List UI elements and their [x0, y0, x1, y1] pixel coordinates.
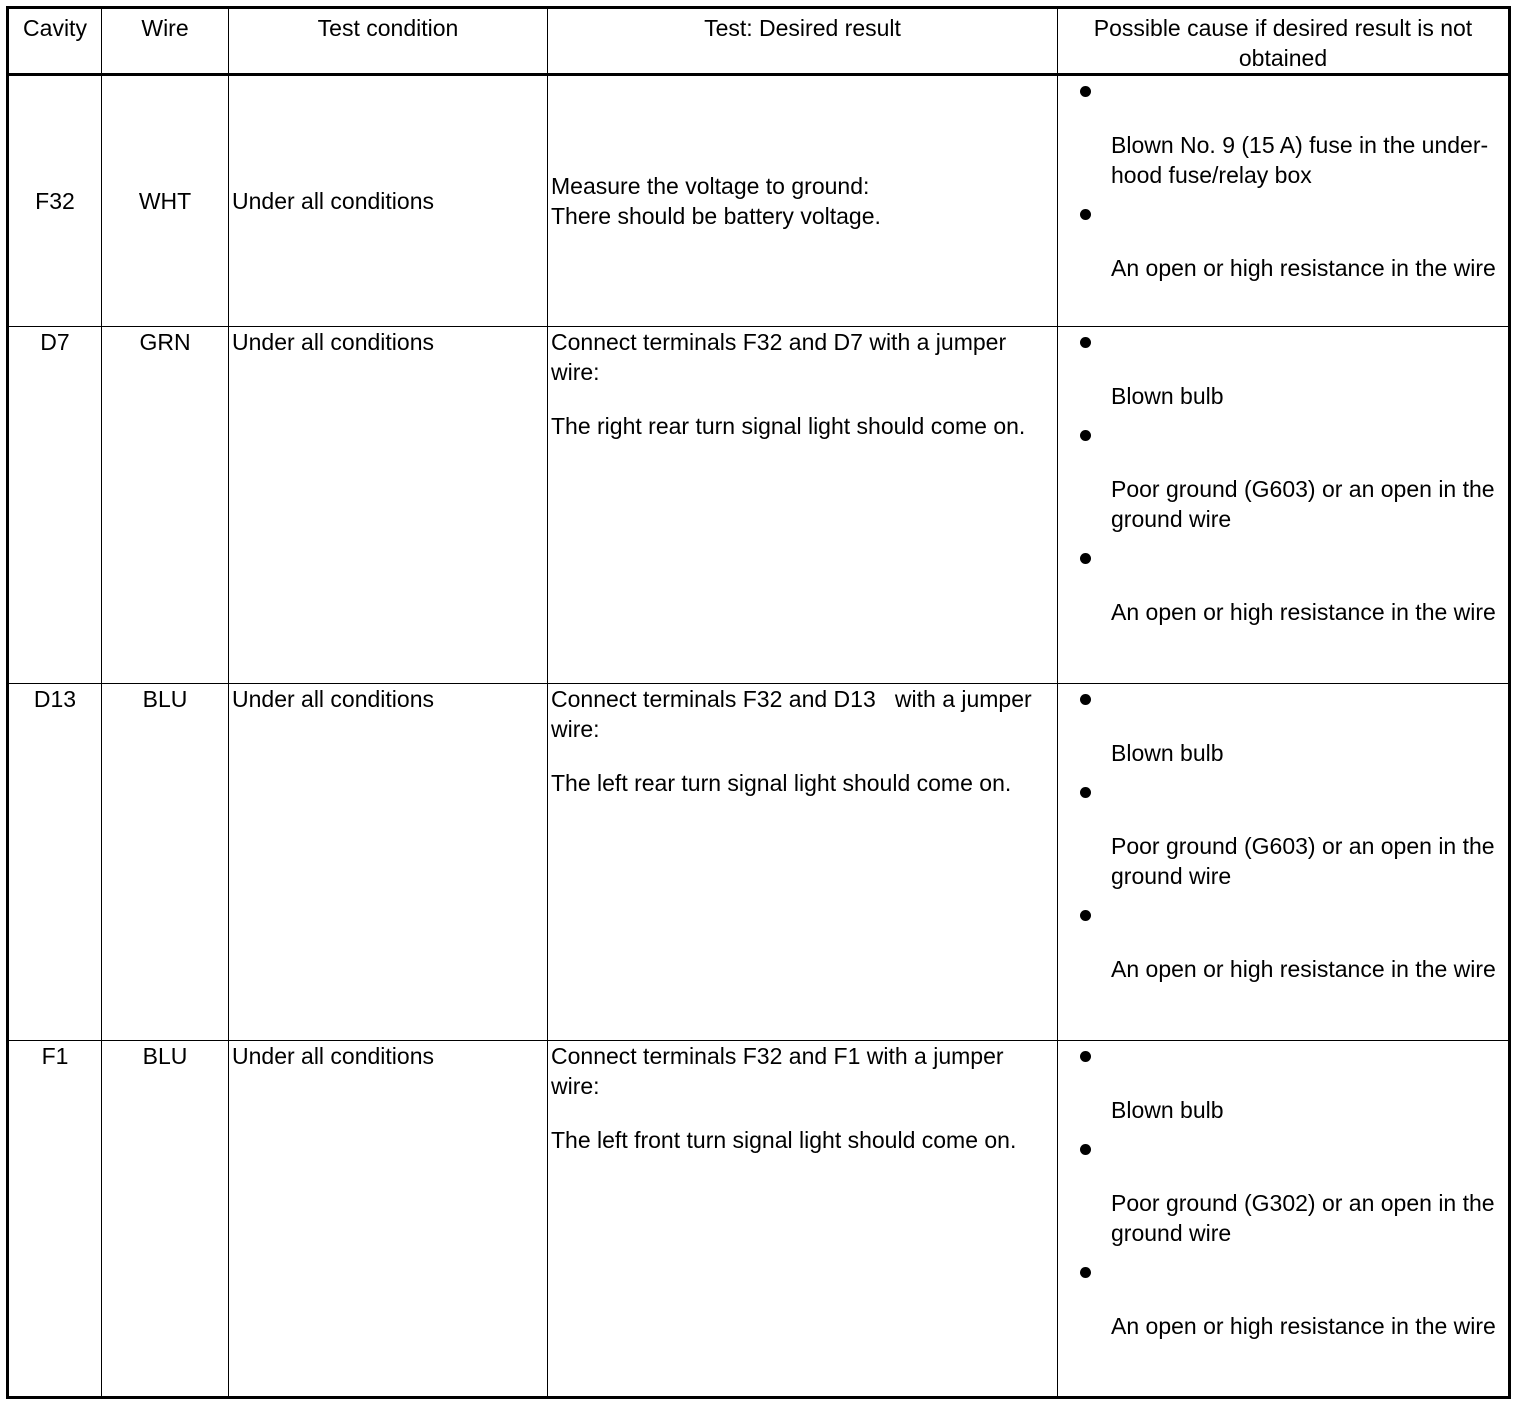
header-row	[8, 8, 1510, 75]
cause-text: An open or high resistance in the wire	[1111, 255, 1496, 281]
header-wire: Wire	[102, 8, 229, 75]
header-cavity: Cavity	[8, 8, 102, 75]
result-expected: There should be battery voltage.	[551, 203, 881, 229]
list-item	[1058, 86, 1508, 190]
result-cell	[548, 1041, 1058, 1398]
cavity-cell: D13	[8, 684, 102, 1041]
bullet-icon	[1080, 553, 1091, 564]
cause-list	[1058, 1051, 1508, 1341]
cause-list	[1058, 86, 1508, 283]
table-row	[8, 75, 1510, 327]
condition-cell: Under all conditions	[229, 1041, 548, 1398]
bullet-icon	[1080, 430, 1091, 441]
condition-cell: Under all conditions	[229, 684, 548, 1041]
result-cell	[548, 75, 1058, 327]
result-instruction: Measure the voltage to ground:	[551, 173, 870, 199]
bullet-icon	[1080, 1144, 1091, 1155]
table-row	[8, 1041, 1510, 1398]
list-item	[1058, 337, 1508, 411]
result-instruction: Connect terminals F32 and D13 with a jumper wire:	[551, 686, 1039, 742]
result-cell	[548, 327, 1058, 684]
list-item	[1058, 1144, 1508, 1248]
cavity-cell: D7	[8, 327, 102, 684]
header-test-condition: Test condition	[229, 8, 548, 75]
table-row	[8, 684, 1510, 1041]
list-item	[1058, 787, 1508, 891]
result-expected: The left rear turn signal light should come on.	[551, 770, 1012, 796]
cause-text: Blown bulb	[1111, 740, 1224, 766]
result-instruction: Connect terminals F32 and F1 with a jumper wire:	[551, 1043, 1004, 1099]
header-desired-result: Test: Desired result	[548, 8, 1058, 75]
cause-text: Blown bulb	[1111, 1097, 1224, 1123]
list-item	[1058, 910, 1508, 984]
result-instruction: Connect terminals F32 and D7 with a jumper wire:	[551, 329, 1007, 385]
document-page	[6, 6, 1508, 1396]
bullet-icon	[1080, 1267, 1091, 1278]
cause-list	[1058, 337, 1508, 627]
cause-cell	[1058, 1041, 1510, 1398]
bullet-icon	[1080, 1051, 1091, 1062]
wire-cell: BLU	[102, 1041, 229, 1398]
cause-text: Poor ground (G302) or an open in the ground wire	[1111, 1190, 1495, 1246]
list-item	[1058, 209, 1508, 283]
wire-cell: WHT	[102, 75, 229, 327]
cause-text: Blown bulb	[1111, 383, 1224, 409]
cause-text: An open or high resistance in the wire	[1111, 1313, 1496, 1339]
result-expected: The right rear turn signal light should come on.	[551, 413, 1026, 439]
cause-text: Poor ground (G603) or an open in the ground wire	[1111, 833, 1495, 889]
bullet-icon	[1080, 337, 1091, 348]
cavity-cell: F1	[8, 1041, 102, 1398]
bullet-icon	[1080, 910, 1091, 921]
bullet-icon	[1080, 787, 1091, 798]
list-item	[1058, 1267, 1508, 1341]
condition-cell: Under all conditions	[229, 327, 548, 684]
cavity-cell: F32	[8, 75, 102, 327]
cause-list	[1058, 694, 1508, 984]
list-item	[1058, 1051, 1508, 1125]
list-item	[1058, 553, 1508, 627]
cause-text: Blown No. 9 (15 A) fuse in the under-hood fuse/relay box	[1111, 132, 1489, 188]
list-item	[1058, 430, 1508, 534]
wire-cell: BLU	[102, 684, 229, 1041]
list-item	[1058, 694, 1508, 768]
bullet-icon	[1080, 209, 1091, 220]
condition-cell: Under all conditions	[229, 75, 548, 327]
cause-cell	[1058, 75, 1510, 327]
cause-text: An open or high resistance in the wire	[1111, 956, 1496, 982]
result-expected: The left front turn signal light should come on.	[551, 1127, 1017, 1153]
header-possible-cause: Possible cause if desired result is not obtained	[1058, 8, 1510, 75]
cause-cell	[1058, 327, 1510, 684]
cause-text: An open or high resistance in the wire	[1111, 599, 1496, 625]
wire-cell: GRN	[102, 327, 229, 684]
cause-cell	[1058, 684, 1510, 1041]
bullet-icon	[1080, 694, 1091, 705]
cause-text: Poor ground (G603) or an open in the ground wire	[1111, 476, 1495, 532]
test-table	[6, 6, 1511, 1399]
bullet-icon	[1080, 86, 1091, 97]
table-row	[8, 327, 1510, 684]
result-cell	[548, 684, 1058, 1041]
